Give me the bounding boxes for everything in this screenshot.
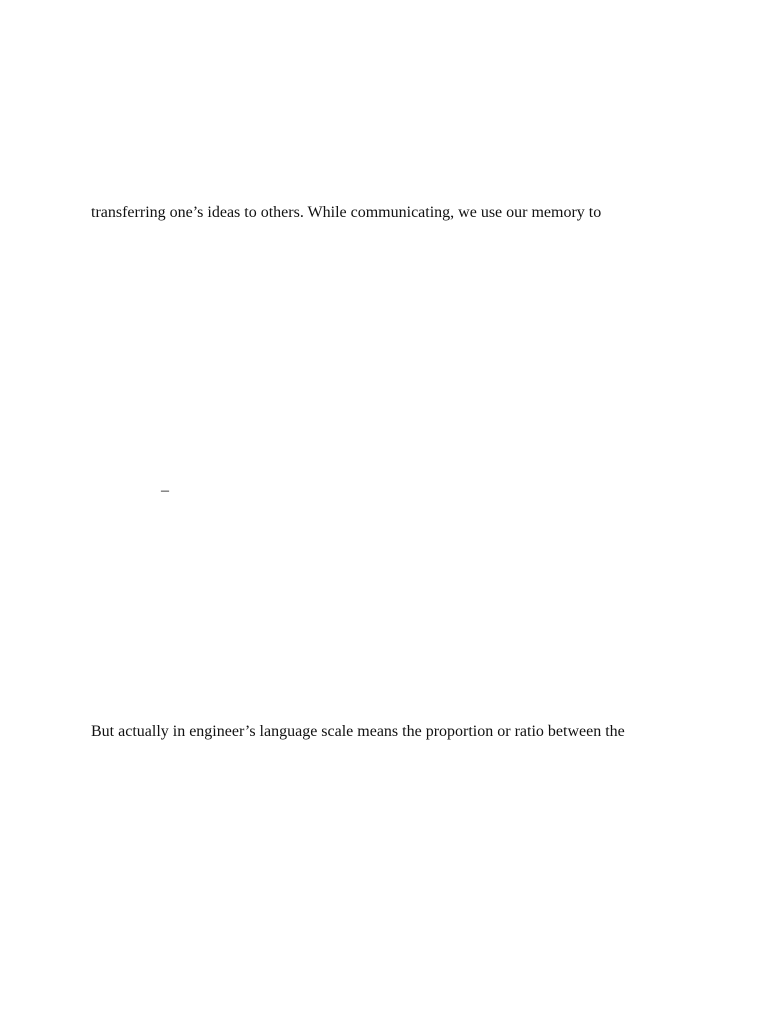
text-line: But actually in engineer’s language scale means the proportion or ratio between the (91, 723, 625, 740)
text-line: transferring one’s ideas to others. While communicating, we use our memory to (91, 204, 602, 221)
dash-mark: – (161, 482, 169, 499)
